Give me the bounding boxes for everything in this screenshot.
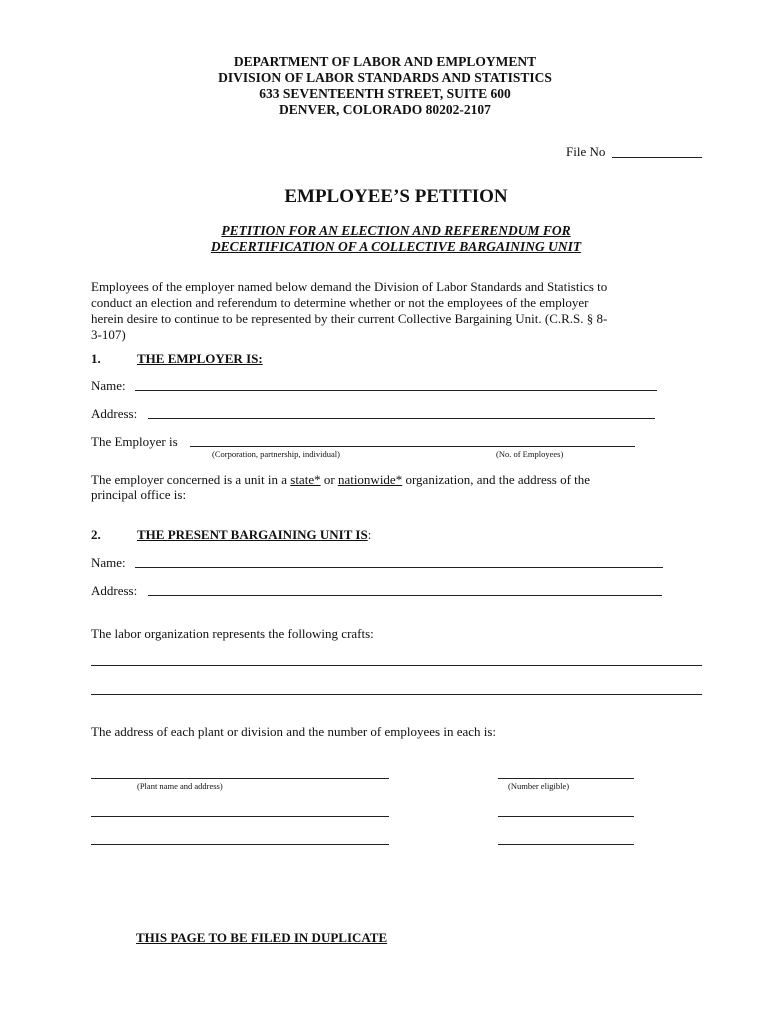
file-no-field[interactable] [612, 157, 702, 158]
plant-address-field-2[interactable] [91, 816, 389, 817]
state-option: state* [290, 472, 321, 487]
employer-is-label: The Employer is [91, 434, 178, 449]
employer-address-label: Address: [91, 406, 138, 421]
intro-line-1: Employees of the employer named below demand the Division of Labor Standards and Statistics to [91, 279, 608, 294]
plant-address-field-1[interactable] [91, 778, 389, 779]
crafts-field-2[interactable] [91, 694, 702, 695]
intro-line-4: 3-107) [91, 327, 126, 342]
intro-line-3: herein desire to continue to be represented by their current Collective Bargaining Unit. (C.R.S. § 8- [91, 311, 608, 326]
unit-name-field[interactable] [135, 567, 663, 568]
unit-name-label: Name: [91, 555, 126, 570]
plant-address-caption: (Plant name and address) [137, 781, 223, 791]
employer-address-field[interactable] [148, 418, 655, 419]
file-no-label: File No [566, 144, 606, 159]
unit-statement-line-1: The employer concerned is a unit in a state* or nationwide* organization, and the address of the [91, 472, 591, 487]
employer-type-caption: (Corporation, partnership, individual) [212, 449, 340, 459]
nationwide-option: nationwide* [337, 472, 403, 487]
employer-name-field[interactable] [135, 390, 657, 391]
unit-statement-line-2: principal office is: [91, 487, 187, 502]
crafts-label: The labor organization represents the following crafts: [91, 626, 374, 641]
employer-type-field[interactable] [190, 446, 635, 447]
subtitle-line-2: DECERTIFICATION OF A COLLECTIVE BARGAINING UNIT [210, 239, 582, 254]
employer-name-label: Name: [91, 378, 126, 393]
unit-address-field[interactable] [148, 595, 662, 596]
employee-count-caption: (No. of Employees) [496, 449, 564, 459]
subtitle-line-1: PETITION FOR AN ELECTION AND REFERENDUM FOR [221, 223, 571, 238]
section-1-heading: THE EMPLOYER IS: [137, 351, 263, 366]
page-title: EMPLOYEE’S PETITION [284, 186, 508, 207]
plants-label: The address of each plant or division and the number of employees in each is: [91, 724, 497, 739]
intro-line-2: conduct an election and referendum to determine whether or not the employees of the employer [91, 295, 589, 310]
division-name: DIVISION OF LABOR STANDARDS AND STATISTICS [218, 70, 552, 85]
number-eligible-caption: (Number eligible) [508, 781, 570, 791]
street-address: 633 SEVENTEENTH STREET, SUITE 600 [259, 86, 511, 101]
section-1-number: 1. [91, 351, 101, 366]
crafts-field-1[interactable] [91, 665, 702, 666]
section-2-heading: THE PRESENT BARGAINING UNIT IS: [137, 527, 372, 542]
city-address: DENVER, COLORADO 80202-2107 [279, 102, 491, 117]
filing-note: THIS PAGE TO BE FILED IN DUPLICATE [136, 930, 388, 945]
number-eligible-field-2[interactable] [498, 816, 634, 817]
number-eligible-field-3[interactable] [498, 844, 634, 845]
unit-address-label: Address: [91, 583, 138, 598]
section-2-number: 2. [91, 527, 101, 542]
agency-name: DEPARTMENT OF LABOR AND EMPLOYMENT [233, 54, 537, 69]
plant-address-field-3[interactable] [91, 844, 389, 845]
number-eligible-field-1[interactable] [498, 778, 634, 779]
